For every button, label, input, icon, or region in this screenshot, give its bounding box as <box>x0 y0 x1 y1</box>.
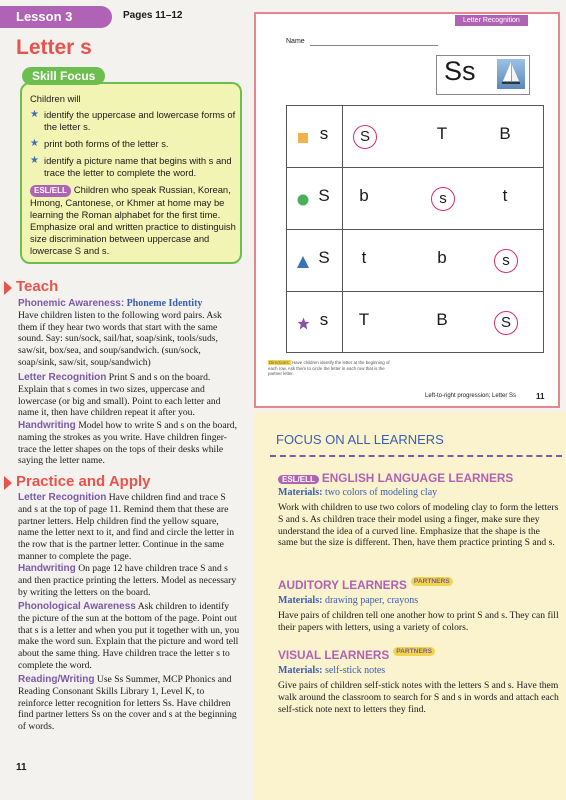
choice-letter[interactable]: b <box>359 186 369 205</box>
teach-handwriting: Handwriting Model how to write S and s on the board, naming the strokes as you write. Have children finger-trace the letter shapes on the tops of their desks while saying the letter name. <box>18 420 237 467</box>
star-icon: ★ <box>30 109 39 120</box>
partners-badge: PARTNERS <box>411 577 453 586</box>
partners-badge: PARTNERS <box>393 647 435 656</box>
visual-materials: Materials: self-stick notes <box>278 665 386 676</box>
ell-materials: Materials: two colors of modeling clay <box>278 487 438 498</box>
practice-arrow-icon <box>4 476 12 490</box>
choice-letter[interactable]: T <box>436 124 448 143</box>
circled-choice-letter[interactable]: s <box>494 249 518 273</box>
square-icon <box>297 131 309 149</box>
choice-letter[interactable]: t <box>361 248 367 267</box>
grid-row <box>287 230 543 292</box>
directions-note: Directions: Have children identify the letter at the beginning of each row. Ask them to circle the letter in each row that is the partner letter. <box>268 360 390 376</box>
name-label: Name <box>286 38 305 45</box>
practice-letter-recognition: Letter Recognition Have children find and trace S and s at the top of page 11. Remind them that these are partner letters. Help children find the yellow square, name the letter next to it, and find and circle the letter in the row that is the partner letter. Continue in the same manner to complete the page. <box>18 492 235 562</box>
focus-divider <box>270 455 562 457</box>
choice-letter[interactable]: B <box>499 124 511 143</box>
page-title: Letter s <box>16 36 92 59</box>
sailboat-picture-icon <box>497 59 525 89</box>
target-letter: S <box>318 248 330 267</box>
skill-list <box>30 109 236 179</box>
focus-title: FOCUS ON ALL LEARNERS <box>276 432 444 447</box>
target-letter: s <box>319 310 329 329</box>
ell-body: Work with children to use two colors of modeling clay to form the letters S and s. As children trace their model using a finger, make sure they understand the idea of a curved line. Emphasize that the shape is the same but the size is different. Then, have them practice printing S and s. <box>278 502 559 549</box>
target-letter: S <box>318 186 330 205</box>
ell-heading: ESL/ELL ENGLISH LANGUAGE LEARNERS <box>278 471 513 485</box>
star-icon: ★ <box>30 155 39 166</box>
name-line <box>310 45 438 46</box>
esl-badge: ESL/ELL <box>278 475 319 484</box>
practice-handwriting: Handwriting On page 12 have children trace S and s and then practice printing the letters. Model as necessary by writing the letters on the board. <box>18 563 237 598</box>
visual-heading: VISUAL LEARNERS $^{PARTNERS}$ <box>278 648 435 662</box>
skill-item: ★ identify a picture name that begins with s and trace the letter to complete the word. <box>30 155 232 178</box>
page-number: 11 <box>16 762 27 773</box>
teach-heading: Teach <box>16 278 59 295</box>
auditory-materials: Materials: drawing paper, crayons <box>278 595 419 606</box>
circled-choice-letter[interactable]: S <box>494 311 518 335</box>
auditory-body: Have pairs of children tell one another how to print S and s. They can fill their papers with letters, using a variety of colors. <box>278 610 559 633</box>
circle-icon <box>297 193 309 211</box>
phonological-awareness: Phonological Awareness Ask children to identify the picture of the sun at the bottom of the page. Point out that s is a letter and when you put it together with un, you make the word sun. Explain that the picture and word tell about the same thing. Have children trace the letter s to complete the word. <box>18 601 240 671</box>
visual-body: Give pairs of children self-stick notes with the letters S and s. Have them walk around the classroom to search for S and s in words and attach each self-stick note next to letters they find. <box>278 680 559 715</box>
practice-heading: Practice and Apply <box>16 473 151 490</box>
choice-letter[interactable]: t <box>502 186 508 205</box>
teach-letter-recognition: Letter Recognition Print S and s on the board. Explain that s comes in two sizes, uppercase and lowercase (or big and small). Point to each letter and name it, then have children repeat it after you. <box>18 372 221 419</box>
esl-note: ESL/ELL Children who speak Russian, Korean, Hmong, Cantonese, or Khmer at home may be learning the Roman alphabet for the first time. Emphasize oral and written practice to distinguish size discrimination between uppercase and lowercase S and s. <box>30 184 236 256</box>
grid-row <box>287 292 543 354</box>
header-letters: Ss <box>444 56 476 86</box>
skill-focus-content <box>30 93 236 257</box>
skill-intro: Children will <box>30 93 81 104</box>
target-letter: s <box>319 124 329 143</box>
skill-focus-label: Skill Focus <box>22 67 105 85</box>
choice-letter[interactable]: b <box>437 248 447 267</box>
esl-badge: ESL/ELL <box>30 185 71 197</box>
star-icon: ★ <box>30 138 39 149</box>
triangle-icon <box>297 255 309 273</box>
phonemic-awareness: Phonemic Awareness: Phoneme Identity Have children listen to the following word pairs. Ask them if they hear two words that start with the same sound. Say: sun/sock, sail/hat, soap/sink, tools/suds, saw/sit, box/sea, and soup/sandwich. (sun/sock, soap/sink, saw/sit, soup/sandwich) <box>18 298 222 368</box>
choice-letter[interactable]: T <box>358 310 370 329</box>
reading-writing: Reading/Writing Use Ss Summer, MCP Phonics and Reading Consonant Skills Library 1, Level K, to reinforce letter recognition for letters Ss. Have children find partner letters Ss on the cover and s at the beginning of words. <box>18 674 237 733</box>
circled-choice-letter[interactable]: s <box>431 187 455 211</box>
lesson-tab: Lesson 3 <box>0 6 112 28</box>
worksheet-page-number: 11 <box>536 392 545 401</box>
grid-row <box>287 168 543 230</box>
letter-grid <box>286 105 544 353</box>
auditory-heading: AUDITORY LEARNERS $^{PARTNERS}$ <box>278 578 453 592</box>
skill-item: ★ print both forms of the letter s. <box>30 138 169 149</box>
page-range: Pages 11–12 <box>123 10 183 21</box>
worksheet-footer: Left-to-right progression; Letter Ss <box>425 393 517 399</box>
teach-arrow-icon <box>4 281 12 295</box>
worksheet-tab: Letter Recognition <box>455 15 528 26</box>
circled-choice-letter[interactable]: S <box>353 125 377 149</box>
choice-letter[interactable]: B <box>436 310 448 329</box>
skill-item: ★ identify the uppercase and lowercase forms of the letter s. <box>30 109 236 132</box>
grid-row <box>287 106 543 168</box>
